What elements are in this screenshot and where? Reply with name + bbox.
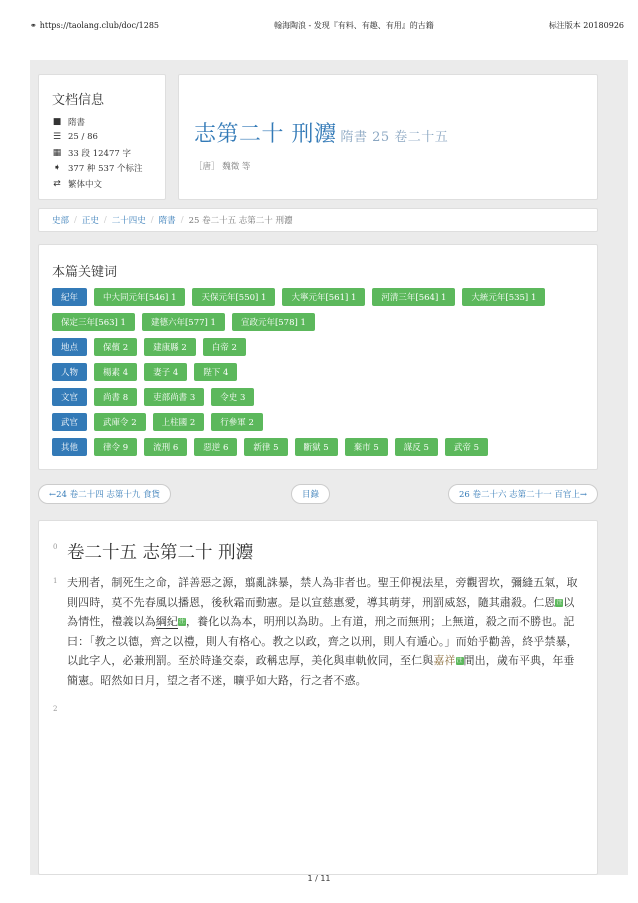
keyword-category[interactable]: 地点 — [52, 338, 87, 356]
grid-icon: ▦ — [52, 147, 62, 158]
page-title — [194, 117, 582, 148]
annotated-term[interactable]: 綱紀 — [155, 615, 179, 629]
breadcrumb-separator: / — [150, 215, 154, 225]
paragraph-text — [67, 573, 581, 691]
title-sub: 隋書 25 卷二十五 — [340, 130, 449, 145]
keyword-tag[interactable]: 尚書 8 — [94, 388, 137, 406]
text-segment: 以為情性，禮義以為 — [67, 595, 575, 629]
breadcrumb-item[interactable]: 正史 — [81, 216, 99, 226]
keyword-tag[interactable]: 流刑 6 — [144, 438, 187, 456]
keyword-tag[interactable]: 大統元年[535] 1 — [462, 288, 545, 306]
breadcrumb-current: 25 卷二十五 志第二十 刑灋 — [188, 216, 293, 226]
doc-info-heading: 文档信息 — [52, 93, 105, 108]
keyword-group-civil-officials — [52, 388, 584, 406]
keyword-category[interactable]: 其他 — [52, 438, 87, 456]
keyword-tag[interactable]: 妻子 4 — [144, 363, 187, 381]
keyword-tag[interactable]: 令史 3 — [211, 388, 254, 406]
breadcrumb-separator: / — [180, 215, 184, 225]
keyword-tag[interactable]: 建德六年[577] 1 — [142, 313, 225, 331]
tag-icon: ➧ — [53, 163, 61, 174]
info-book: 隋書 — [68, 117, 86, 128]
keyword-tag[interactable]: 新律 5 — [244, 438, 287, 456]
keyword-group-military-officials — [52, 413, 584, 431]
annotation-icon[interactable]: 注 — [178, 618, 186, 626]
keyword-category[interactable]: 人物 — [52, 363, 87, 381]
info-chapter: 25 / 86 — [68, 132, 98, 143]
content-card — [38, 520, 598, 875]
breadcrumb — [38, 208, 598, 232]
keyword-tag[interactable]: 斷獄 5 — [295, 438, 338, 456]
annotation-icon[interactable]: 注 — [456, 657, 463, 665]
keyword-tag[interactable]: 謀反 5 — [395, 438, 438, 456]
info-row-chapter — [52, 130, 152, 146]
keyword-tag[interactable]: 保定三年[563] 1 — [52, 313, 135, 331]
page-number: 1 / 11 — [307, 874, 331, 883]
breadcrumb-item[interactable]: 史部 — [52, 216, 70, 226]
url-text[interactable]: https://taolang.club/doc/1285 — [39, 20, 160, 30]
info-stats: 33 段 12477 字 — [68, 148, 131, 159]
chapter-title: 卷二十五 志第二十 刑灋 — [67, 543, 254, 563]
keyword-tag[interactable]: 河清三年[564] 1 — [372, 288, 455, 306]
keywords-heading: 本篇关键词 — [52, 265, 118, 280]
keyword-tag[interactable]: 律令 9 — [94, 438, 137, 456]
paragraph-number[interactable]: 1 — [53, 577, 58, 585]
keyword-category[interactable]: 武官 — [52, 413, 87, 431]
annotation-icon[interactable]: 注 — [556, 598, 563, 606]
doc-info-card — [38, 74, 166, 200]
keyword-group-era — [52, 288, 584, 331]
keyword-tag[interactable]: 保儐 2 — [94, 338, 137, 356]
keyword-tag[interactable]: 中大同元年[546] 1 — [94, 288, 185, 306]
keyword-category[interactable]: 紀年 — [52, 288, 87, 306]
keyword-tag[interactable]: 白帝 2 — [203, 338, 246, 356]
info-row-book — [52, 114, 152, 130]
keyword-tag[interactable]: 惡逆 6 — [194, 438, 237, 456]
breadcrumb-separator: / — [74, 215, 77, 225]
keyword-tag[interactable]: 陛下 4 — [194, 363, 237, 381]
annotated-term[interactable]: 嘉祥 — [433, 654, 456, 668]
language-icon: ⇄ — [53, 178, 61, 189]
keyword-tag[interactable]: 楊素 4 — [94, 363, 137, 381]
keyword-group-other — [52, 438, 584, 456]
text-segment: 間出，歲布平典，年垂簡憲。昭然如日月，望之者不迷，曠乎如大路，行之者不惑。 — [67, 654, 575, 687]
list-icon: ☰ — [52, 132, 62, 143]
paragraph-2 — [53, 701, 581, 713]
breadcrumb-separator: / — [103, 215, 107, 225]
keyword-tag[interactable]: 天保元年[550] 1 — [192, 288, 275, 306]
paragraph-number[interactable]: 0 — [53, 543, 58, 551]
keyword-tag[interactable]: 行參軍 2 — [211, 413, 263, 431]
chapter-navigation — [38, 484, 598, 504]
paragraph-0 — [53, 539, 581, 573]
previous-chapter-button[interactable]: ←24 卷二十四 志第十九 食貨 — [38, 484, 171, 504]
header-version: 标注版本 20180926 — [548, 20, 624, 30]
table-of-contents-button[interactable]: 目錄 — [291, 484, 330, 504]
info-row-tags — [52, 161, 152, 177]
title-card — [178, 74, 598, 200]
link-icon: ⚭ — [30, 20, 37, 30]
info-row-stats — [52, 145, 152, 161]
keyword-group-person — [52, 363, 584, 381]
keyword-group-place — [52, 338, 584, 356]
author: ［唐］ 魏徵 等 — [194, 162, 251, 172]
header-site-title: 翰海陶浪 - 发现『有料、有趣、有用』的古籍 — [273, 20, 434, 30]
print-header — [30, 18, 624, 32]
keyword-tag[interactable]: 建康縣 2 — [144, 338, 196, 356]
book-icon: ■ — [52, 116, 62, 127]
text-segment: 夫刑者，制死生之命，詳善惡之源，翦亂誅暴，禁人為非者也。聖王仰視法星，旁觀習坎，彌縫五氣，取則四時，莫不先春風以播恩，後秋霜而動憲。是以宣慈惠愛，導其萌芽，刑罰威怒，隨其肅殺。仁恩 — [67, 576, 578, 609]
keyword-tag[interactable]: 武庫令 2 — [94, 413, 146, 431]
info-row-language[interactable] — [52, 176, 152, 192]
title-main: 志第二十 刑灋 — [194, 122, 337, 147]
keywords-card — [38, 244, 598, 470]
keyword-tag[interactable]: 棄市 5 — [345, 438, 388, 456]
keyword-tag[interactable]: 武帝 5 — [445, 438, 488, 456]
info-tags: 377 种 537 个标注 — [68, 164, 143, 175]
text-segment: ，養化以為本，明刑以為助。上有道，刑之而無刑；上無道，殺之而不勝也。記曰：「教之以德，齊之以禮，則人有格心。教之以政，齊之以刑，則人有遁心。」而始乎勸善，終乎禁暴，以此字人，必兼刑罰。至於時逢交泰，政稱忠厚，美化與車軌攸同，至仁與 — [67, 615, 578, 668]
breadcrumb-item[interactable]: 隋書 — [158, 216, 176, 226]
info-language[interactable]: 繁体中文 — [68, 179, 103, 190]
keyword-tag[interactable]: 大寧元年[561] 1 — [282, 288, 365, 306]
paragraph-1 — [53, 573, 581, 691]
keyword-tag[interactable]: 上柱國 2 — [153, 413, 205, 431]
paragraph-number[interactable]: 2 — [53, 704, 58, 713]
keyword-tag[interactable]: 宣政元年[578] 1 — [232, 313, 315, 331]
keyword-tag[interactable]: 吏部尚書 3 — [144, 388, 204, 406]
header-url[interactable] — [30, 21, 159, 30]
breadcrumb-item[interactable]: 二十四史 — [111, 216, 146, 226]
keyword-category[interactable]: 文官 — [52, 388, 87, 406]
next-chapter-button[interactable]: 26 卷二十六 志第二十一 百官上→ — [448, 484, 598, 504]
